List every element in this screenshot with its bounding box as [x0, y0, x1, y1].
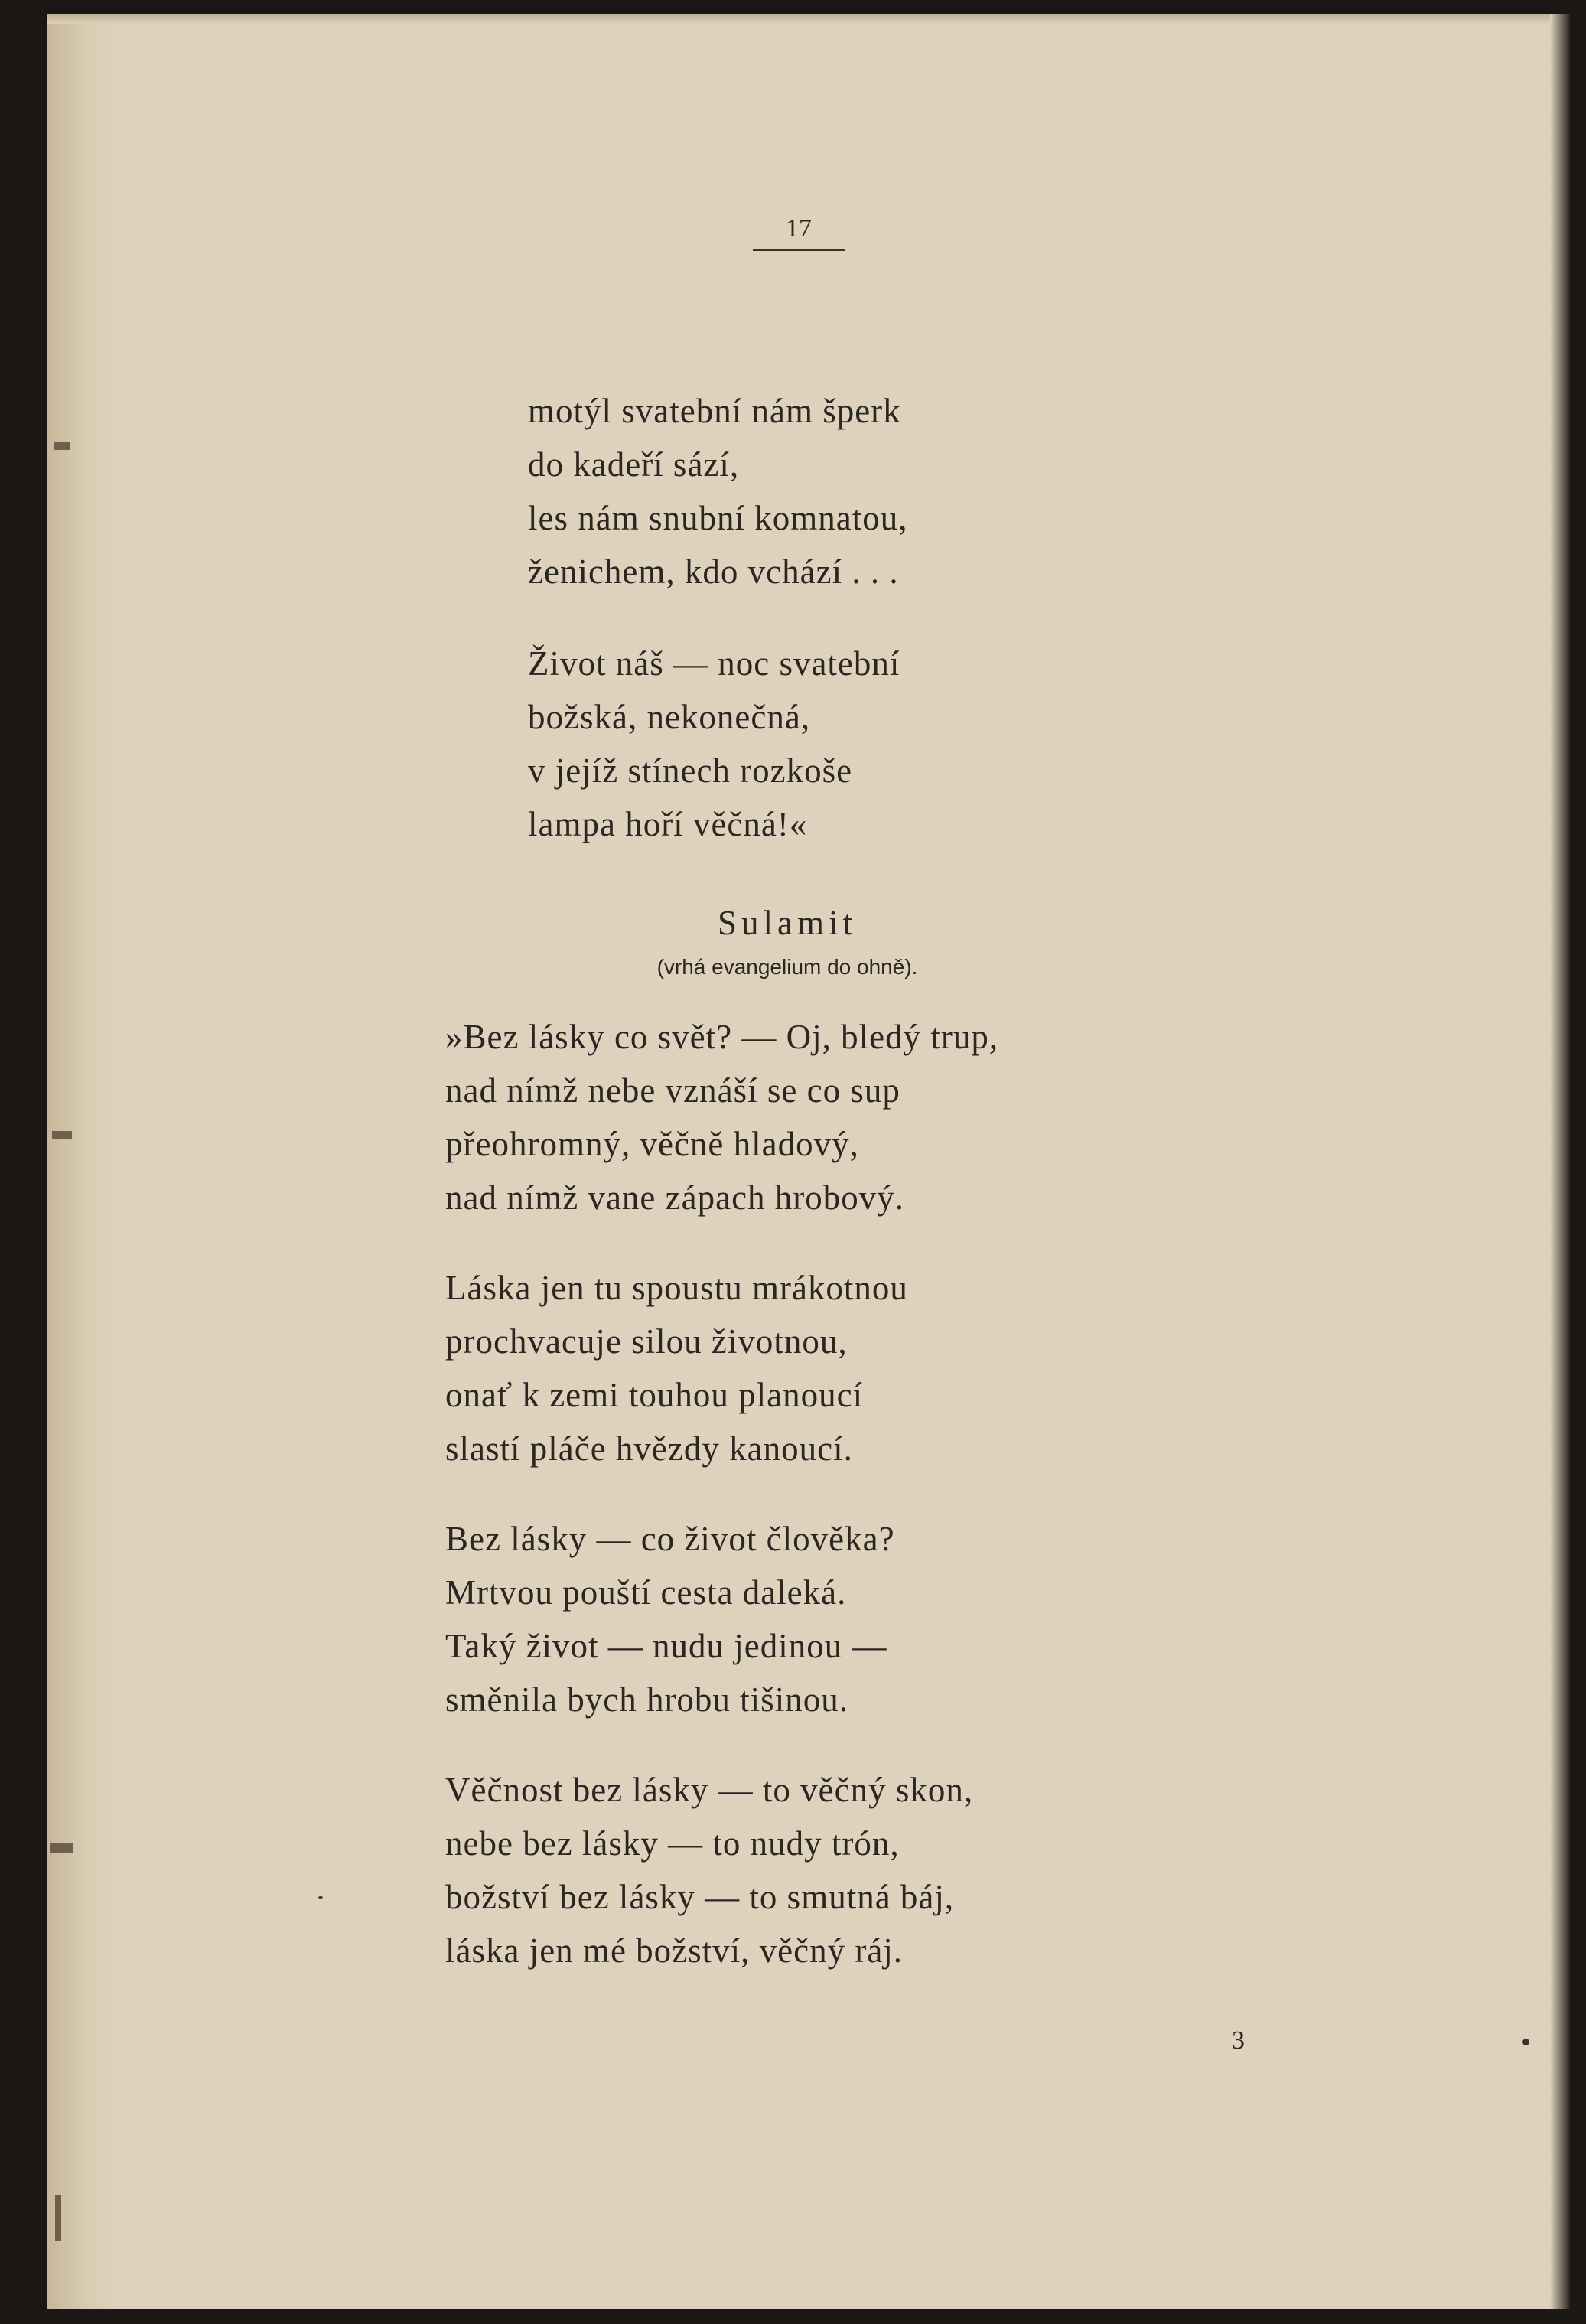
binding-thread	[55, 2195, 61, 2241]
verse-line: láska jen mé božství, věčný ráj.	[445, 1931, 904, 1970]
top-edge-shadow	[47, 14, 1570, 24]
page-number: 17	[753, 214, 845, 251]
verse-line: Láska jen tu spoustu mrákotnou	[445, 1269, 908, 1307]
stage-direction: (vrhá evangelium do ohně).	[656, 955, 918, 979]
verse-line: Mrtvou pouští cesta daleká.	[445, 1573, 847, 1612]
verse-line: nad nímž nebe vznáší se co sup	[445, 1071, 900, 1110]
verse-line: božská, nekonečná,	[528, 698, 811, 736]
verse-line: nebe bez lásky — to nudy trón,	[445, 1824, 900, 1863]
speaker-name: Sulamit	[717, 904, 857, 942]
verse-line: slastí pláče hvězdy kanoucí.	[445, 1429, 853, 1468]
verse-line: Věčnost bez lásky — to věčný skon,	[445, 1771, 974, 1809]
verse-line: ženichem, kdo vchází . . .	[528, 552, 899, 591]
verse-line: onať k zemi touhou planoucí	[445, 1376, 864, 1414]
verse-line: prochvacuje silou životnou,	[445, 1322, 848, 1361]
verse-line: »Bez lásky co svět? — Oj, bledý trup,	[445, 1018, 999, 1056]
verse-line: Bez lásky — co život člověka?	[445, 1520, 895, 1558]
binding-thread	[54, 442, 70, 450]
verse-line: nad nímž vane zápach hrobový.	[445, 1178, 905, 1217]
ink-speck	[318, 1896, 323, 1899]
ink-speck	[1522, 2039, 1529, 2045]
verse-line: v jejíž stínech rozkoše	[528, 751, 853, 790]
binding-edge	[47, 14, 116, 2309]
book-page	[47, 14, 1570, 2309]
right-edge-shadow	[1550, 14, 1570, 2309]
verse-line: Taký život — nudu jedinou —	[445, 1627, 887, 1665]
verse-line: lampa hoří věčná!«	[528, 805, 808, 843]
verse-line: motýl svatební nám šperk	[528, 392, 901, 430]
binding-thread	[50, 1843, 73, 1853]
verse-line: směnila bych hrobu tišinou.	[445, 1680, 848, 1719]
verse-line: do kadeří sází,	[528, 445, 740, 484]
signature-mark: 3	[1232, 2026, 1245, 2055]
binding-thread	[52, 1131, 72, 1139]
verse-line: božství bez lásky — to smutná báj,	[445, 1878, 955, 1916]
verse-line: Život náš — noc svatební	[528, 644, 900, 683]
verse-line: les nám snubní komnatou,	[528, 499, 908, 537]
verse-line: přeohromný, věčně hladový,	[445, 1125, 859, 1163]
